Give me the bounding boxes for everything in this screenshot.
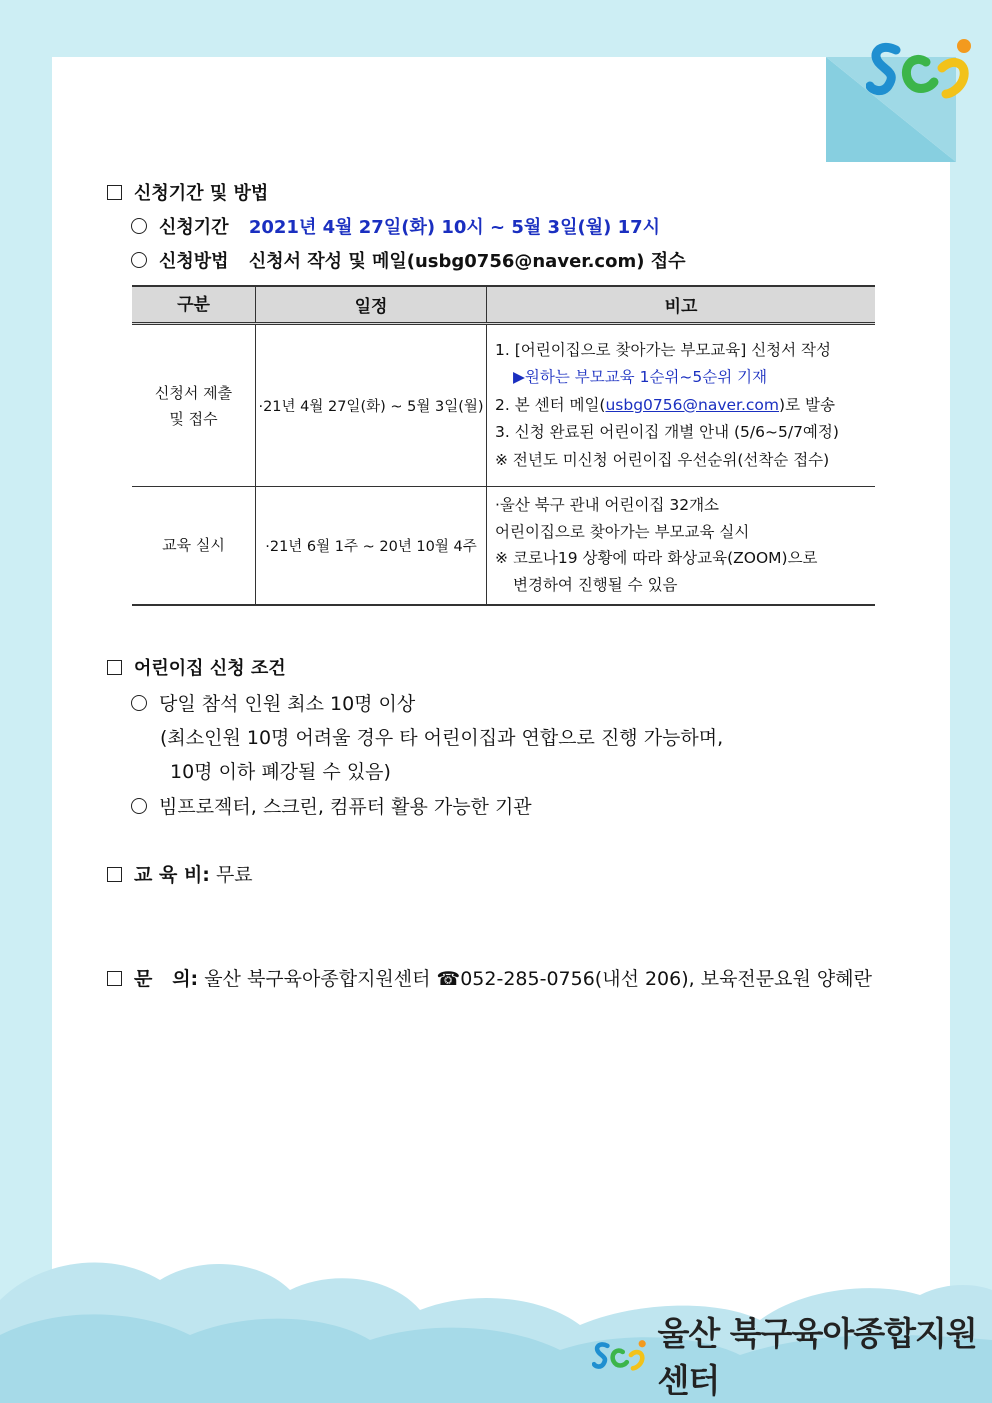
footer-logo <box>592 1314 992 1400</box>
row-schedule: ·21년 6월 1주 ~ 20년 10월 4주 <box>256 487 487 605</box>
fee-line: 교 육 비: 무료 <box>107 860 253 887</box>
footer-center-name: 울산 북구육아종합지원센터 <box>657 1314 977 1400</box>
square-bullet-icon <box>107 660 122 675</box>
circle-bullet-icon <box>131 252 147 268</box>
schedule-table <box>132 285 875 606</box>
center-logo-icon <box>592 1329 653 1381</box>
table-row <box>132 324 875 487</box>
section-apply-heading: 신청기간 및 방법 <box>107 179 268 205</box>
circle-bullet-icon <box>131 695 147 711</box>
circle-bullet-icon <box>131 218 147 234</box>
email-link[interactable]: usbg0756@naver.com <box>605 395 780 414</box>
apply-method-line: 신청방법 신청서 작성 및 메일(usbg0756@naver.com) 접수 <box>131 247 685 273</box>
condition-note: (최소인원 10명 어려울 경우 타 어린이집과 연합으로 진행 가능하며, <box>160 727 724 749</box>
fee-value: 무료 <box>215 864 253 886</box>
header-category: 구분 <box>132 286 256 324</box>
row-category: 신청서 제출 및 접수 <box>132 324 256 487</box>
square-bullet-icon <box>107 867 122 882</box>
row-category: 교육 실시 <box>132 487 256 605</box>
condition-item: 빔프로젝터, 스크린, 컴퓨터 활용 가능한 기관 <box>131 792 532 819</box>
row-schedule: ·21년 4월 27일(화) ~ 5월 3일(월) <box>256 324 487 487</box>
center-logo-icon <box>866 32 986 104</box>
apply-period-value: 2021년 4월 27일(화) 10시 ~ 5월 3일(월) 17시 <box>248 217 661 238</box>
phone-icon: ☎ <box>436 968 461 990</box>
circle-bullet-icon <box>131 798 147 814</box>
square-bullet-icon <box>107 971 122 986</box>
row-notes: ·울산 북구 관내 어린이집 32개소 어린이집으로 찾아가는 부모교육 실시 ※ 코로나19 상황에 따라 화상교육(ZOOM)으로 변경하여 진행될 수 있음 <box>487 487 876 605</box>
apply-period-line: 신청기간 2021년 4월 27일(화) 10시 ~ 5월 3일(월) 17시 <box>131 213 660 239</box>
condition-item: 당일 참석 인원 최소 10명 이상 <box>131 689 415 716</box>
row-notes: 1. [어린이집으로 찾아가는 부모교육] 신청서 작성 ▶원하는 부모교육 1순위~5순위 기재 2. 본 센터 메일(usbg0756@naver.com)로 발송 3. 신청 완료된 어린이집 개별 안내 (5/6~5/7예정) ※ 전년도 미신청 어린이집 우선순위(선착순 접수) <box>487 324 876 487</box>
table-row <box>132 487 875 605</box>
apply-method-value: 신청서 작성 및 메일(usbg0756@naver.com) 접수 <box>248 251 686 272</box>
contact-line: 문 의: 울산 북구육아종합지원센터 ☎052-285-0756(내선 206), 보육전문요원 양혜란 <box>107 964 872 991</box>
header-schedule: 일정 <box>256 286 487 324</box>
header-note: 비고 <box>487 286 876 324</box>
table-header-row <box>132 286 875 324</box>
section-conditions-heading: 어린이집 신청 조건 <box>107 654 286 680</box>
square-bullet-icon <box>107 185 122 200</box>
condition-note: 10명 이하 폐강될 수 있음) <box>170 761 391 783</box>
